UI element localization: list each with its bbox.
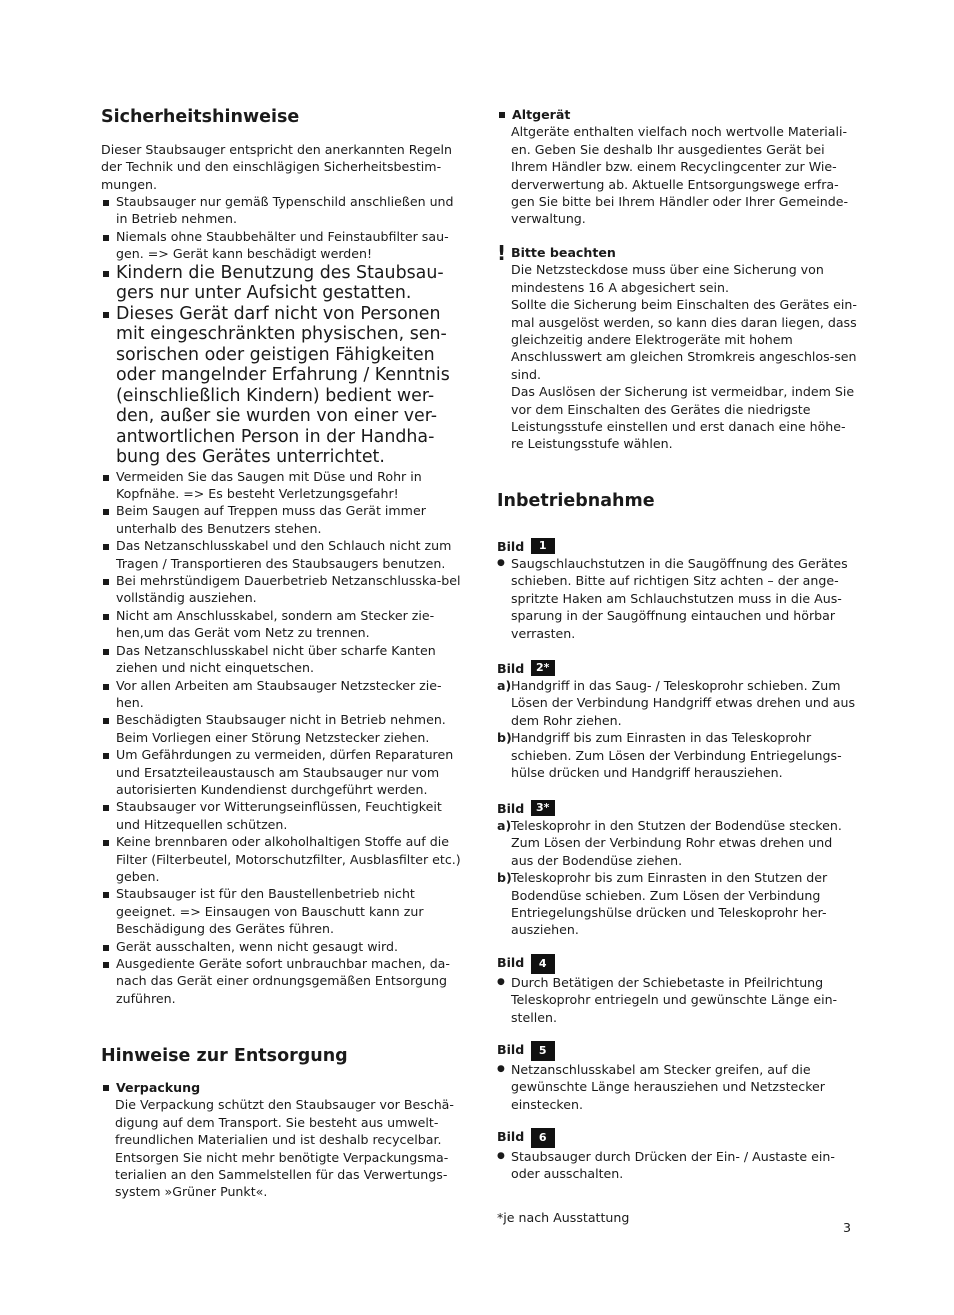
notice-text: Die Netzsteckdose muss über eine Sicherung von mindestens 16 A abgesichert sein. [511,262,824,295]
bild-4-text: ● Durch Betätigen der Schiebetaste in Pfeilrichtung Teleskoprohr entriegeln und gewünschte Länge ein-stellen. [497,974,857,1026]
bild-6-block [497,1128,857,1183]
safety-item: Gerät ausschalten, wenn nicht gesaugt wird. [101,938,461,955]
startup-heading: Inbetriebnahme [497,491,655,511]
bild-label: Bild [497,661,525,676]
bild-6-text: ● Staubsauger durch Drücken der Ein- / Austaste ein-oder ausschalten. [497,1148,857,1183]
step-b-text: Handgriff bis zum Einrasten in das Teleskoprohr schieben. Zum Lösen der Verbindung Entriegelungs-hülse drücken und Handgriff herausziehen. [511,730,842,781]
page-number: 3 [843,1220,852,1235]
figure-number-badge: 1 [531,538,555,554]
bild-label: Bild [497,801,525,816]
safety-item: Das Netzanschlusskabel nicht über scharfe Kanten ziehen und nicht einquetschen. [101,642,461,677]
bild-label: Bild [497,1042,525,1057]
safety-item: Beschädigten Staubsauger nicht in Betrieb nehmen. Beim Vorliegen einer Störung Netzstecker ziehen. [101,711,461,746]
notice-text: Das Auslösen der Sicherung ist vermeidbar, indem Sie vor dem Einschalten des Gerätes die niedrigste Leistungsstufe einstellen und erst danach eine höhe-re Leistungsstufe wählen. [511,384,855,452]
bild-label: Bild [497,1129,525,1144]
safety-item: Staubsauger nur gemäß Typenschild anschließen und in Betrieb nehmen. [101,193,461,228]
notice-title: Bitte beachten [511,245,616,260]
step-a-text: Teleskoprohr in den Stutzen der Bodendüse stecken. Zum Lösen der Verbindung Rohr etwas drehen und aus der Bodendüse ziehen. [511,818,842,868]
safety-heading: Sicherheitshinweise [101,107,300,127]
figure-number-badge: 4 [531,954,555,974]
safety-item: Vor allen Arbeiten am Staubsauger Netzstecker zie-hen. [101,677,461,712]
old-device-title: Altgerät [497,106,857,123]
safety-item: Beim Saugen auf Treppen muss das Gerät immer unterhalb des Benutzers stehen. [101,502,461,537]
safety-item: Ausgediente Geräte sofort unbrauchbar machen, da-nach das Gerät einer ordnungsgemäßen Entsorgung zuführen. [101,955,461,1007]
step-a-label: a) [497,818,512,833]
safety-item: Um Gefährdungen zu vermeiden, dürfen Reparaturen und Ersatzteileaustausch am Staubsauger nur vom autorisierten Kundendienst durchgeführt werden. [101,746,461,798]
safety-item: Staubsauger vor Witterungseinflüssen, Feuchtigkeit und Hitzequellen schützen. [101,798,461,833]
bild-1-text: ● Saugschlauchstutzen in die Saugöffnung des Gerätes schieben. Bitte auf richtigen Sitz achten – der ange-spritzte Haken am Schlauchstutzen muss in die Aus-sparung in der Saugöffnung eintauchen und hörbar verrasten. [497,555,857,642]
safety-item: Niemals ohne Staubbehälter und Feinstaubfilter sau-gen. => Gerät kann beschädigt werden! [101,228,461,263]
safety-item-emphasis: Dieses Gerät darf nicht von Personen mit eingeschränkten physischen, sen-sorischen oder geistigen Fähigkeiten oder mangelnder Erfahrung / Kenntnis (einschließlich Kindern) bedient wer-den, außer sie wurden von einer ver-antwortlichen Person in der Handha-bung des Gerätes unterrichtet. [101,304,461,468]
step-a-text: Handgriff in das Saug- / Teleskoprohr schieben. Zum Lösen der Verbindung Handgriff etwas drehen und aus dem Rohr ziehen. [511,678,856,728]
step-b-label: b) [497,730,512,746]
disposal-heading: Hinweise zur Entsorgung [101,1046,348,1066]
packaging-block [101,1079,461,1201]
step-b-label: b) [497,870,512,886]
bild-2-block [497,660,857,781]
safety-intro: Dieser Staubsauger entspricht den anerkannten Regeln der Technik und den einschlägigen Sicherheitsbestim-mungen. [101,142,452,192]
step-b-text: Teleskoprohr bis zum Einrasten in den Stutzen der Bodendüse schieben. Zum Lösen der Verbindung Entriegelungshülse drücken und Teleskoprohr her-ausziehen. [511,870,828,938]
figure-number-badge: 3* [531,800,555,816]
safety-item: Vermeiden Sie das Saugen mit Düse und Rohr in Kopfnähe. => Es besteht Verletzungsgefahr! [101,468,461,503]
warning-exclamation-icon: ! [497,241,507,265]
packaging-title: Verpackung [101,1079,461,1096]
safety-item: Nicht am Anschlusskabel, sondern am Stecker zie-hen,um das Gerät vom Netz zu trennen. [101,607,461,642]
safety-item: Das Netzanschlusskabel und den Schlauch nicht zum Tragen / Transportieren des Staubsaugers benutzen. [101,537,461,572]
bild-5-block [497,1041,857,1113]
old-device-text: Altgeräte enthalten vielfach noch wertvolle Materiali-en. Geben Sie deshalb Ihr ausgedientes Gerät bei Ihrem Händler bzw. einem Recyclingcenter zur Wie-derverwertung ab. Aktuelle Entsorgungswege erfra-gen Sie bitte bei Ihrem Händler oder Ihrer Gemeinde-verwaltung. [511,124,848,227]
figure-number-badge: 5 [531,1041,555,1061]
footnote: *je nach Ausstattung [497,1210,630,1225]
bild-label: Bild [497,539,525,554]
bild-3-block [497,800,857,939]
bild-4-block [497,954,857,1026]
bild-1-block [497,538,857,642]
packaging-text: Die Verpackung schützt den Staubsauger vor Beschä-digung auf dem Transport. Sie besteht aus umwelt-freundlichen Materialien und ist deshalb recycelbar. Entsorgen Sie nicht mehr benötigte Verpackungsma-terialien an den Sammelstellen für das Verwertungs-system »Grüner Punkt«. [115,1097,454,1200]
bild-5-text: ● Netzanschlusskabel am Stecker greifen, auf die gewünschte Länge herausziehen und Netzstecker einstecken. [497,1061,857,1113]
safety-item: Staubsauger ist für den Baustellenbetrieb nicht geeignet. => Einsaugen von Bauschutt kann zur Beschädigung des Gerätes führen. [101,885,461,937]
notice-text: Sollte die Sicherung beim Einschalten des Gerätes ein-mal ausgelöst werden, so kann dies daran liegen, dass gleichzeitig andere Elektrogeräte mit hohem Anschlusswert am gleichen Stromkreis angeschlos-sen sind. [511,297,857,382]
step-a-label: a) [497,678,512,693]
notice-block [497,241,857,453]
safety-item-emphasis: Kindern die Benutzung des Staubsau-gers nur unter Aufsicht gestatten. [101,263,461,304]
safety-item: Bei mehrstündigem Dauerbetrieb Netzanschlusska-bel vollständig ausziehen. [101,572,461,607]
safety-item: Keine brennbaren oder alkoholhaltigen Stoffe auf die Filter (Filterbeutel, Motorschutzfilter, Ausblasfilter etc.) geben. [101,833,461,885]
bild-label: Bild [497,955,525,970]
figure-number-badge: 6 [531,1128,555,1148]
old-device-block [497,106,857,228]
safety-list [101,193,461,1007]
figure-number-badge: 2* [531,660,555,676]
